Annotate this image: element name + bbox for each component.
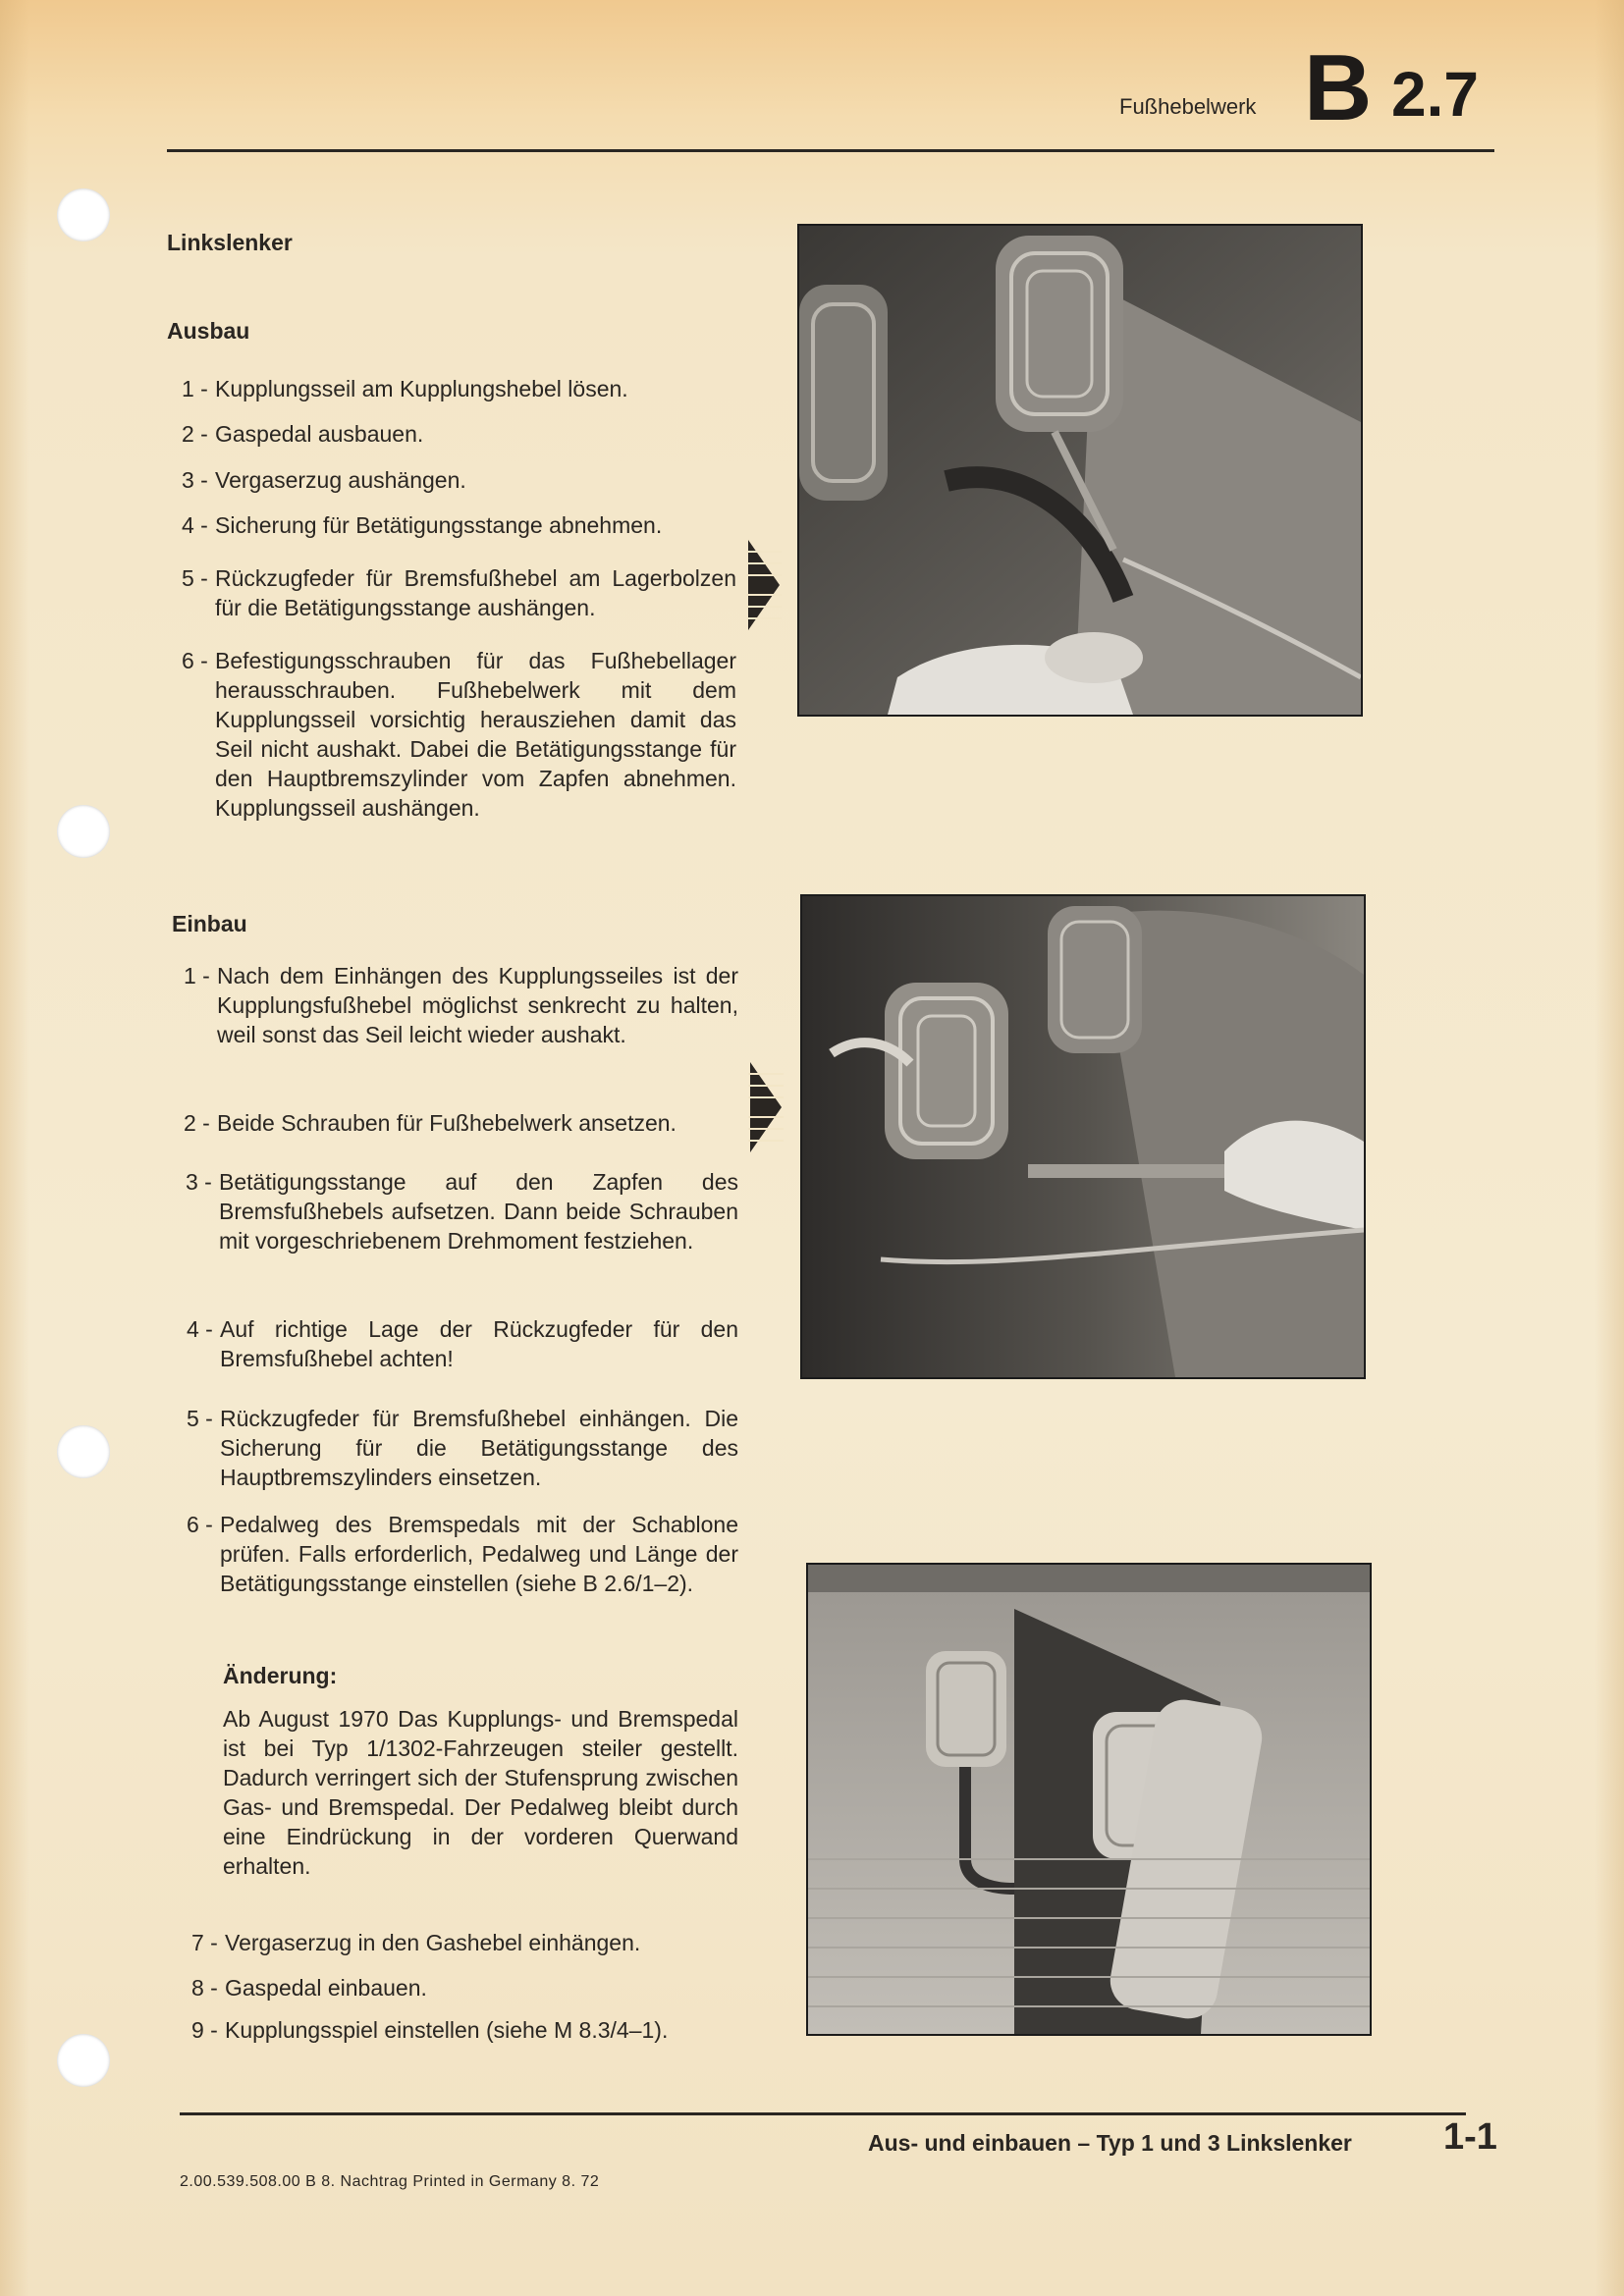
photo-pedal-removal (797, 224, 1363, 717)
removal-heading: Ausbau (167, 318, 250, 344)
step-number: 6 - (187, 1512, 213, 1537)
step-number: 4 - (187, 1316, 213, 1342)
step-number: 5 - (182, 565, 208, 591)
list-item (182, 510, 741, 540)
footer-title: Aus- und einbauen – Typ 1 und 3 Linkslenker (868, 2130, 1352, 2156)
step-number: 6 - (182, 648, 208, 673)
step-text: Kupplungsseil am Kupplungshebel lösen. (215, 376, 628, 401)
page-title: Linkslenker (167, 230, 293, 255)
step-text: Befestigungsschrauben für das Fußhebellager herausschrauben. Fußhebelwerk mit dem Kupplungsseil vorsichtig herausziehen damit das Seil nicht aushakt. Dabei die Betätigungsstange für den Hauptbremszylinder vom Zapfen abnehmen. Kupplungsseil aushängen. (215, 648, 736, 821)
section-number: 2.7 (1391, 59, 1479, 130)
list-item (182, 419, 741, 449)
punch-hole (57, 805, 110, 858)
header-rule (167, 149, 1494, 152)
step-text: Vergaserzug aushängen. (215, 467, 466, 493)
step-text: Nach dem Einhängen des Kupplungsseiles ist der Kupplungsfußhebel möglichst senkrecht zu halten, weil sonst das Seil leicht wieder aushakt. (217, 963, 738, 1047)
step-text: Betätigungsstange auf den Zapfen des Bremsfußhebels aufsetzen. Dann beide Schrauben mit vorgeschriebenem Drehmoment festziehen. (219, 1169, 738, 1254)
list-item (187, 1510, 738, 1598)
arrow-marker-icon (746, 538, 782, 632)
step-text: Sicherung für Betätigungsstange abnehmen. (215, 512, 663, 538)
step-text: Auf richtige Lage der Rückzugfeder für den Bremsfußhebel achten! (220, 1316, 738, 1371)
step-text: Kupplungsspiel einstellen (siehe M 8.3/4–1). (225, 2017, 669, 2043)
step-text: Vergaserzug in den Gashebel einhängen. (225, 1930, 641, 1955)
step-number: 2 - (182, 421, 208, 447)
step-text: Rückzugfeder für Bremsfußhebel einhängen. Die Sicherung für die Betätigungsstange des Hauptbremszylinders einsetzen. (220, 1406, 738, 1490)
step-number: 9 - (191, 2017, 218, 2043)
step-text: Pedalweg des Bremspedals mit der Schablone prüfen. Falls erforderlich, Pedalweg und Länge der Betätigungsstange einstellen (siehe B 2.6/1–2). (220, 1512, 738, 1596)
list-item (191, 1973, 751, 2002)
list-item (184, 1108, 743, 1138)
step-number: 2 - (184, 1110, 210, 1136)
section-label: Fußhebelwerk (1119, 94, 1257, 119)
punch-hole (57, 1425, 110, 1478)
section-letter: B (1304, 35, 1373, 140)
step-number: 5 - (187, 1406, 213, 1431)
list-item (187, 1404, 738, 1492)
page-number: 1-1 (1443, 2116, 1497, 2158)
punch-hole (57, 188, 110, 241)
photo-pedal-installation (800, 894, 1366, 1379)
footer-print-code: 2.00.539.508.00 B 8. Nachtrag Printed in Germany 8. 72 (180, 2173, 600, 2190)
paper-edge-left (0, 0, 29, 2296)
step-number: 3 - (186, 1169, 212, 1195)
list-item (191, 1928, 751, 1957)
step-number: 1 - (182, 376, 208, 401)
list-item (182, 563, 736, 622)
list-item (191, 2015, 751, 2045)
photo-pedal-cluster (806, 1563, 1372, 2036)
list-item (182, 374, 741, 403)
step-number: 3 - (182, 467, 208, 493)
list-item (187, 1314, 738, 1373)
arrow-marker-icon (748, 1060, 784, 1154)
step-number: 1 - (184, 963, 210, 988)
step-number: 4 - (182, 512, 208, 538)
step-text: Gaspedal ausbauen. (215, 421, 424, 447)
step-text: Beide Schrauben für Fußhebelwerk ansetzen. (217, 1110, 677, 1136)
list-item (182, 465, 741, 495)
step-number: 8 - (191, 1975, 218, 2001)
list-item (184, 961, 738, 1049)
step-number: 7 - (191, 1930, 218, 1955)
note-body: Ab August 1970 Das Kupplungs- und Bremspedal ist bei Typ 1/1302-Fahrzeugen steiler gestellt. Dadurch verringert sich der Stufensprung zwischen Gas- und Bremspedal. Der Pedalweg bleibt durch eine Eindrückung in der vorderen Querwand erhalten. (223, 1706, 738, 1879)
installation-heading: Einbau (172, 911, 247, 936)
step-text: Gaspedal einbauen. (225, 1975, 427, 2001)
punch-hole (57, 2034, 110, 2087)
step-text: Rückzugfeder für Bremsfußhebel am Lagerbolzen für die Betätigungsstange aushängen. (215, 565, 736, 620)
footer-rule (180, 2112, 1466, 2115)
list-item (182, 646, 736, 823)
list-item (186, 1167, 738, 1255)
note-title: Änderung: (223, 1663, 338, 1688)
paper-edge-right (1595, 0, 1624, 2296)
